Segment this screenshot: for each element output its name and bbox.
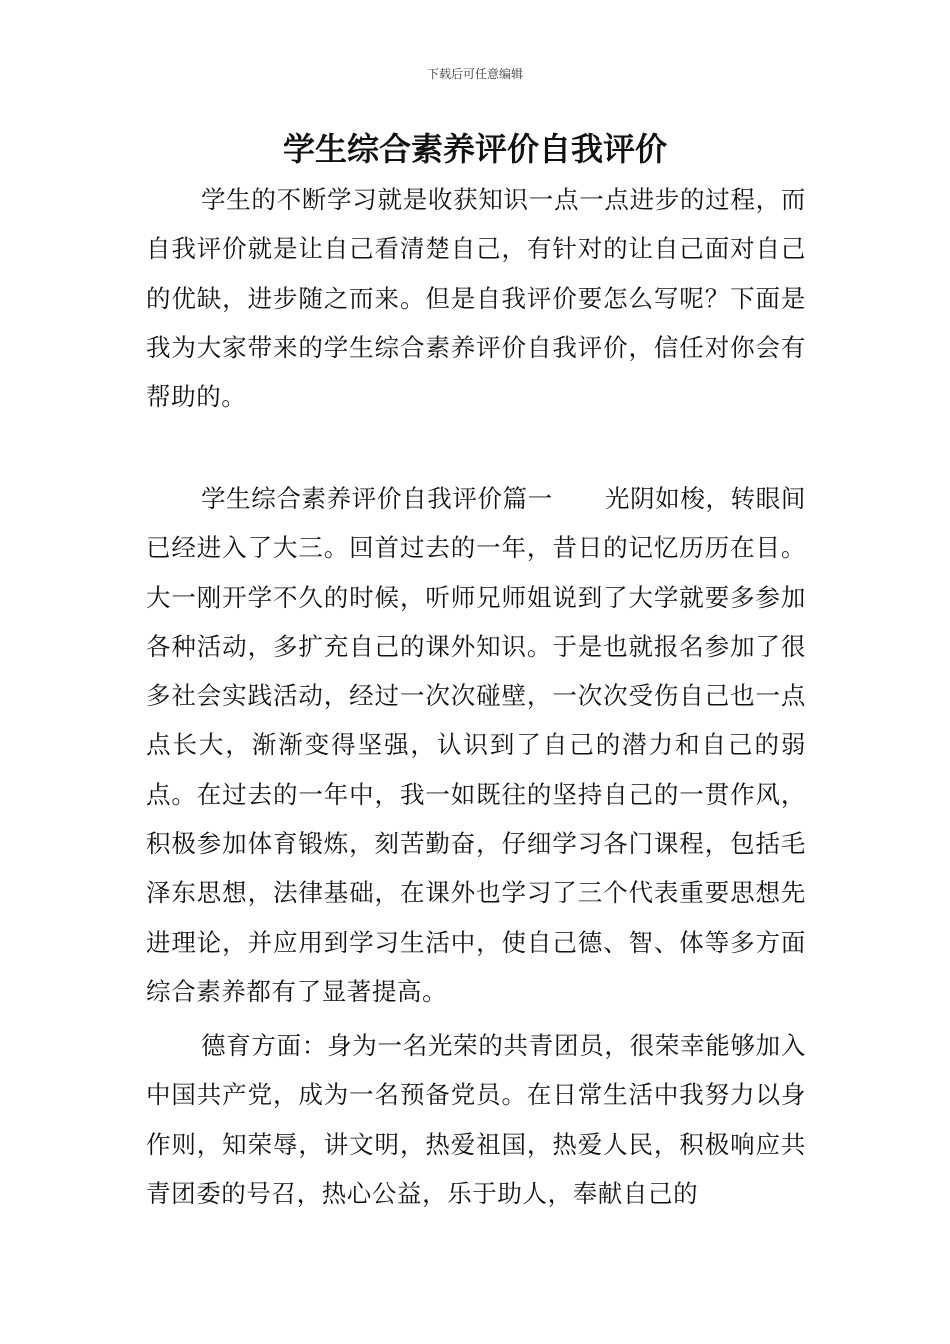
section1-paragraph [146, 474, 806, 1016]
moral-education-paragraph: 德育方面：身为一名光荣的共青团员，很荣幸能够加入中国共产党，成为一名预备党员。在日常生活中我努力以身作则，知荣辱，讲文明，热爱祖国，热爱人民，积极响应共青团委的号召，热心公益，乐于助人，奉献自己的 [146, 1031, 806, 1208]
page-title: 学生综合素养评价自我评价 [282, 130, 667, 168]
intro-paragraph: 学生的不断学习就是收获知识一点一点进步的过程，而自我评价就是让自己看清楚自己，有针对的让自己面对自己的优缺，进步随之而来。但是自我评价要怎么写呢？下面是我为大家带来的学生综合素养评价自我评价，信任对你会有帮助的。 [146, 185, 806, 412]
header-note: 下载后可任意编辑 [426, 67, 523, 81]
section1-body: 光阴如梭，转眼间已经进入了大三。回首过去的一年，昔日的记忆历历在目。大一刚开学不久的时候，听师兄师姐说到了大学就要多参加各种活动，多扩充自己的课外知识。于是也就报名参加了很多社会实践活动，经过一次次碰壁，一次次受伤自己也一点点长大，渐渐变得坚强，认识到了自己的潜力和自己的弱点。在过去的一年中，我一如既往的坚持自己的一贯作风，积极参加体育锻炼，刻苦勤奋，仔细学习各门课程，包括毛泽东思想，法律基础，在课外也学习了三个代表重要思想先进理论，并应用到学习生活中，使自己德、智、体等多方面综合素养都有了显著提高。 [146, 484, 806, 1006]
section1-heading: 学生综合素养评价自我评价篇一 [201, 484, 553, 513]
